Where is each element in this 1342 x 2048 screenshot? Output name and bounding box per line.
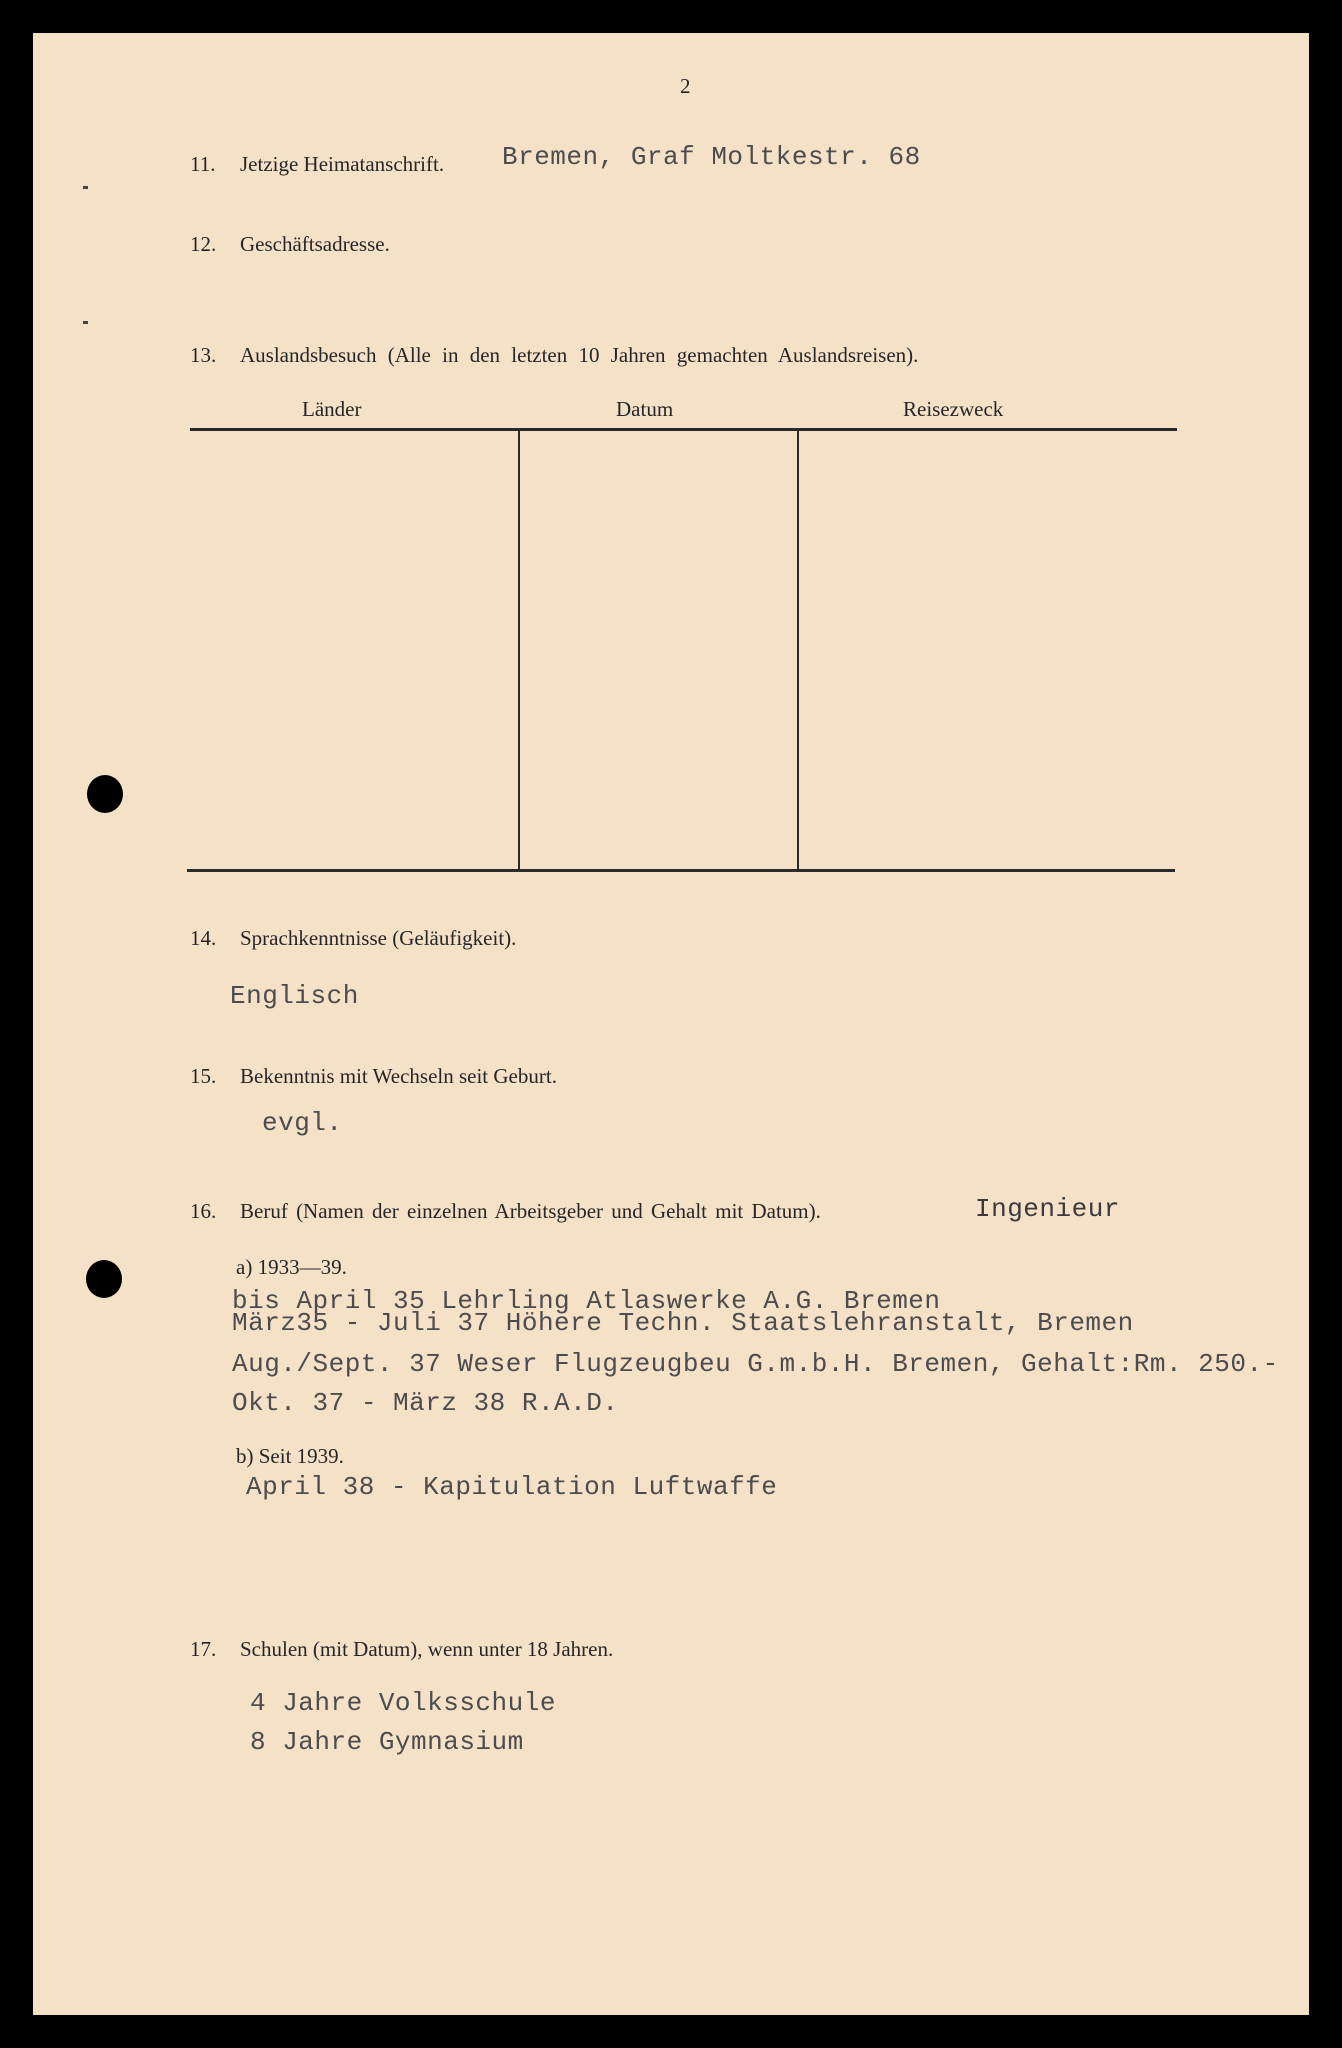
item-number: 11. [190, 152, 216, 176]
page-number: 2 [680, 74, 691, 98]
employment-line: bis April 35 Lehrling Atlaswerke A.G. Bremen [232, 1286, 941, 1316]
table-top-rule [190, 428, 1177, 431]
item-label: Beruf (Namen der einzelnen Arbeitsgeber und Gehalt mit Datum). [240, 1199, 821, 1223]
column-header-laender: Länder [302, 397, 362, 421]
document-page [33, 33, 1309, 2015]
punch-hole [87, 775, 123, 813]
item-number: 12. [190, 232, 217, 256]
table-column-divider [518, 430, 520, 870]
home-address-value: Bremen, Graf Moltkestr. 68 [502, 142, 921, 172]
table-column-divider [797, 430, 799, 870]
subsection-label-a: a) 1933—39. [236, 1255, 347, 1279]
item-label: Schulen (mit Datum), wenn unter 18 Jahren. [240, 1637, 614, 1661]
language-value: Englisch [230, 981, 359, 1011]
margin-mark [83, 186, 88, 189]
item-label: Geschäftsadresse. [240, 232, 390, 256]
item-label: Jetzige Heimatanschrift. [240, 152, 445, 176]
employment-line: April 38 - Kapitulation Luftwaffe [246, 1472, 778, 1502]
margin-mark [83, 321, 88, 324]
item-number: 16. [190, 1199, 217, 1223]
item-label: Auslandsbesuch (Alle in den letzten 10 Jahren gemachten Auslandsreisen). [240, 343, 919, 367]
religion-value: evgl. [262, 1108, 343, 1138]
subsection-label-b: b) Seit 1939. [236, 1444, 344, 1468]
punch-hole-partial [86, 1260, 122, 1298]
item-label: Bekenntnis mit Wechseln seit Geburt. [240, 1064, 557, 1088]
school-line: 8 Jahre Gymnasium [250, 1727, 524, 1757]
school-line: 4 Jahre Volksschule [250, 1688, 556, 1718]
employment-line: März35 - Juli 37 Höhere Techn. Staatslehranstalt, Bremen [232, 1308, 1134, 1338]
employment-line: Aug./Sept. 37 Weser Flugzeugbeu G.m.b.H. Bremen, Gehalt:Rm. 250.- [232, 1349, 1279, 1379]
item-number: 17. [190, 1637, 217, 1661]
column-header-datum: Datum [616, 397, 674, 421]
item-number: 14. [190, 926, 217, 950]
item-label: Sprachkenntnisse (Geläufigkeit). [240, 926, 517, 950]
item-number: 13. [190, 343, 217, 367]
table-bottom-rule [187, 869, 1175, 872]
column-header-reisezweck: Reisezweck [903, 397, 1004, 421]
profession-value: Ingenieur [975, 1194, 1120, 1224]
item-number: 15. [190, 1064, 217, 1088]
employment-line: Okt. 37 - März 38 R.A.D. [232, 1388, 619, 1418]
